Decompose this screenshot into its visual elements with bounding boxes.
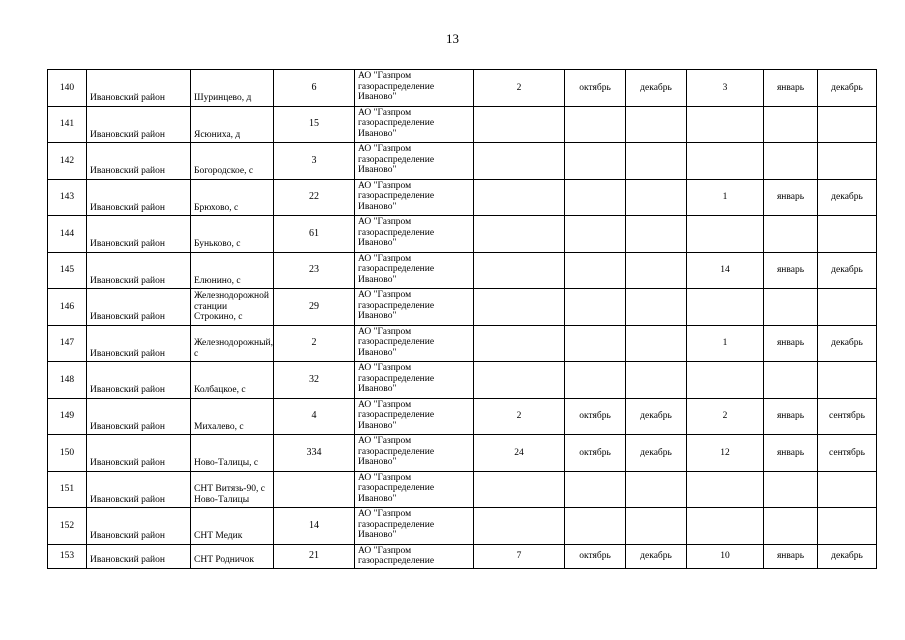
stage2-end-cell (818, 106, 877, 143)
district-cell: Ивановский район (87, 508, 191, 545)
stage2-start-cell (764, 471, 818, 508)
stage2-end-cell (818, 216, 877, 253)
stage1-start-cell (565, 508, 626, 545)
stage1-end-cell (626, 143, 687, 180)
stage1-count-cell (474, 143, 565, 180)
table-row (48, 289, 877, 326)
organization-cell: АО "Газпром газораспределение (355, 544, 474, 568)
stage1-count-cell (474, 325, 565, 362)
count-cell: 23 (274, 252, 355, 289)
table-row (48, 471, 877, 508)
count-cell: 15 (274, 106, 355, 143)
organization-cell: АО "Газпром газораспределение Иваново" (355, 471, 474, 508)
stage2-count-cell (687, 508, 764, 545)
locality-cell: Ново-Талицы, с (191, 435, 274, 472)
stage2-end-cell: декабрь (818, 325, 877, 362)
page-number: 13 (446, 31, 459, 46)
stage2-count-cell: 14 (687, 252, 764, 289)
stage2-start-cell: январь (764, 325, 818, 362)
locality-cell: Брюхово, с (191, 179, 274, 216)
row-number: 143 (48, 179, 87, 216)
stage1-end-cell: декабрь (626, 544, 687, 568)
district-cell: Ивановский район (87, 179, 191, 216)
table-row (48, 70, 877, 107)
district-cell: Ивановский район (87, 252, 191, 289)
row-number: 151 (48, 471, 87, 508)
organization-cell: АО "Газпром газораспределение Иваново" (355, 252, 474, 289)
stage1-count-cell (474, 471, 565, 508)
row-number: 142 (48, 143, 87, 180)
organization-cell: АО "Газпром газораспределение Иваново" (355, 143, 474, 180)
row-number: 152 (48, 508, 87, 545)
stage2-end-cell: декабрь (818, 252, 877, 289)
stage1-count-cell (474, 216, 565, 253)
table-row (48, 508, 877, 545)
count-cell: 32 (274, 362, 355, 399)
locality-cell: Елюнино, с (191, 252, 274, 289)
organization-cell: АО "Газпром газораспределение Иваново" (355, 508, 474, 545)
stage1-count-cell: 7 (474, 544, 565, 568)
stage1-count-cell (474, 179, 565, 216)
stage2-start-cell: январь (764, 435, 818, 472)
stage2-start-cell (764, 362, 818, 399)
stage2-end-cell: декабрь (818, 70, 877, 107)
organization-cell: АО "Газпром газораспределение Иваново" (355, 398, 474, 435)
district-cell: Ивановский район (87, 362, 191, 399)
stage1-end-cell (626, 362, 687, 399)
district-cell: Ивановский район (87, 289, 191, 326)
count-cell: 61 (274, 216, 355, 253)
stage2-count-cell (687, 289, 764, 326)
table-row (48, 252, 877, 289)
stage1-start-cell (565, 289, 626, 326)
stage1-end-cell: декабрь (626, 435, 687, 472)
stage1-count-cell (474, 289, 565, 326)
row-number: 140 (48, 70, 87, 107)
district-cell: Ивановский район (87, 544, 191, 568)
table-row (48, 106, 877, 143)
table-row (48, 216, 877, 253)
gasification-schedule-table (47, 69, 877, 569)
stage2-count-cell (687, 471, 764, 508)
stage1-end-cell (626, 252, 687, 289)
stage1-start-cell (565, 143, 626, 180)
count-cell: 2 (274, 325, 355, 362)
stage1-end-cell (626, 471, 687, 508)
stage1-end-cell: декабрь (626, 70, 687, 107)
stage2-start-cell: январь (764, 398, 818, 435)
row-number: 146 (48, 289, 87, 326)
stage1-start-cell (565, 252, 626, 289)
stage2-end-cell (818, 143, 877, 180)
row-number: 149 (48, 398, 87, 435)
stage2-count-cell: 10 (687, 544, 764, 568)
row-number: 145 (48, 252, 87, 289)
stage1-end-cell: декабрь (626, 398, 687, 435)
stage2-end-cell: декабрь (818, 544, 877, 568)
stage1-start-cell: октябрь (565, 70, 626, 107)
locality-cell: СНТ Витязь-90, с Ново-Талицы (191, 471, 274, 508)
stage1-start-cell: октябрь (565, 544, 626, 568)
stage2-start-cell: январь (764, 544, 818, 568)
stage2-end-cell: декабрь (818, 179, 877, 216)
stage2-end-cell (818, 362, 877, 399)
district-cell: Ивановский район (87, 70, 191, 107)
stage2-end-cell: сентябрь (818, 435, 877, 472)
organization-cell: АО "Газпром газораспределение Иваново" (355, 362, 474, 399)
district-cell: Ивановский район (87, 106, 191, 143)
organization-cell: АО "Газпром газораспределение Иваново" (355, 70, 474, 107)
stage2-start-cell (764, 143, 818, 180)
organization-cell: АО "Газпром газораспределение Иваново" (355, 435, 474, 472)
stage1-start-cell (565, 362, 626, 399)
locality-cell: СНТ Родничок (191, 544, 274, 568)
table-row (48, 325, 877, 362)
row-number: 144 (48, 216, 87, 253)
count-cell: 334 (274, 435, 355, 472)
count-cell (274, 471, 355, 508)
table-row (48, 544, 877, 568)
locality-cell: Колбацкое, с (191, 362, 274, 399)
count-cell: 3 (274, 143, 355, 180)
stage2-count-cell: 12 (687, 435, 764, 472)
stage2-count-cell: 2 (687, 398, 764, 435)
organization-cell: АО "Газпром газораспределение Иваново" (355, 106, 474, 143)
stage2-count-cell: 1 (687, 179, 764, 216)
stage2-count-cell (687, 216, 764, 253)
table-row (48, 435, 877, 472)
stage2-count-cell (687, 143, 764, 180)
stage2-end-cell: сентябрь (818, 398, 877, 435)
stage1-end-cell (626, 508, 687, 545)
stage1-count-cell: 2 (474, 70, 565, 107)
locality-cell: Буньково, с (191, 216, 274, 253)
stage2-count-cell: 3 (687, 70, 764, 107)
row-number: 150 (48, 435, 87, 472)
locality-cell: Железнодорожный, с (191, 325, 274, 362)
stage1-count-cell (474, 252, 565, 289)
stage2-start-cell (764, 216, 818, 253)
stage2-start-cell (764, 289, 818, 326)
stage2-count-cell (687, 362, 764, 399)
row-number: 153 (48, 544, 87, 568)
organization-cell: АО "Газпром газораспределение Иваново" (355, 289, 474, 326)
district-cell: Ивановский район (87, 143, 191, 180)
table-row (48, 398, 877, 435)
stage1-start-cell (565, 471, 626, 508)
count-cell: 22 (274, 179, 355, 216)
row-number: 141 (48, 106, 87, 143)
locality-cell: СНТ Медик (191, 508, 274, 545)
count-cell: 6 (274, 70, 355, 107)
stage1-count-cell: 24 (474, 435, 565, 472)
row-number: 147 (48, 325, 87, 362)
locality-cell: Железнодорожной станции Строкино, с (191, 289, 274, 326)
stage2-start-cell: январь (764, 252, 818, 289)
count-cell: 4 (274, 398, 355, 435)
stage1-end-cell (626, 106, 687, 143)
table-row (48, 179, 877, 216)
stage2-end-cell (818, 508, 877, 545)
stage1-count-cell (474, 362, 565, 399)
stage2-end-cell (818, 471, 877, 508)
stage1-start-cell: октябрь (565, 435, 626, 472)
stage1-start-cell: октябрь (565, 398, 626, 435)
count-cell: 21 (274, 544, 355, 568)
stage1-count-cell: 2 (474, 398, 565, 435)
stage1-count-cell (474, 106, 565, 143)
table-body (48, 70, 877, 569)
locality-cell: Михалево, с (191, 398, 274, 435)
locality-cell: Богородское, с (191, 143, 274, 180)
district-cell: Ивановский район (87, 325, 191, 362)
stage1-count-cell (474, 508, 565, 545)
row-number: 148 (48, 362, 87, 399)
stage1-start-cell (565, 179, 626, 216)
table-row (48, 362, 877, 399)
stage1-start-cell (565, 106, 626, 143)
stage1-end-cell (626, 289, 687, 326)
district-cell: Ивановский район (87, 398, 191, 435)
stage2-start-cell (764, 106, 818, 143)
stage2-start-cell: январь (764, 179, 818, 216)
count-cell: 14 (274, 508, 355, 545)
stage2-start-cell (764, 508, 818, 545)
count-cell: 29 (274, 289, 355, 326)
stage1-start-cell (565, 216, 626, 253)
stage1-end-cell (626, 216, 687, 253)
locality-cell: Шуринцево, д (191, 70, 274, 107)
table-row (48, 143, 877, 180)
stage2-end-cell (818, 289, 877, 326)
stage1-end-cell (626, 325, 687, 362)
organization-cell: АО "Газпром газораспределение Иваново" (355, 216, 474, 253)
organization-cell: АО "Газпром газораспределение Иваново" (355, 179, 474, 216)
locality-cell: Ясюниха, д (191, 106, 274, 143)
district-cell: Ивановский район (87, 471, 191, 508)
stage2-count-cell (687, 106, 764, 143)
stage1-start-cell (565, 325, 626, 362)
stage2-start-cell: январь (764, 70, 818, 107)
organization-cell: АО "Газпром газораспределение Иваново" (355, 325, 474, 362)
stage1-end-cell (626, 179, 687, 216)
stage2-count-cell: 1 (687, 325, 764, 362)
district-cell: Ивановский район (87, 435, 191, 472)
district-cell: Ивановский район (87, 216, 191, 253)
